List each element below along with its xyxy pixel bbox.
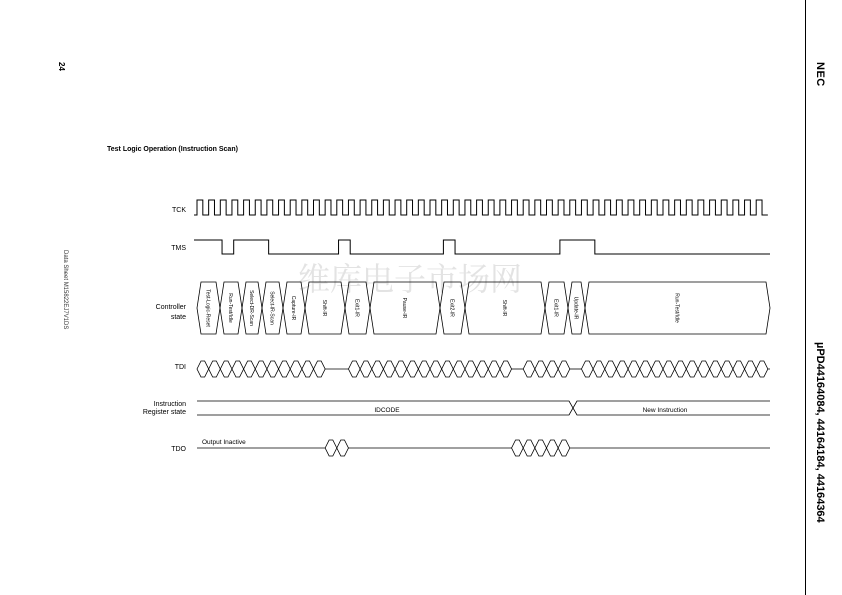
tck-waveform [194, 200, 768, 215]
brand-logo: NEC [814, 62, 826, 87]
bus-cell [512, 440, 524, 456]
bus-cell [535, 440, 547, 456]
bus-cell [651, 361, 663, 377]
bus-cell [616, 361, 628, 377]
bus-cell [558, 440, 570, 456]
bus-cell [663, 361, 675, 377]
bus-cell [244, 361, 256, 377]
tdi-label: TDI [174, 364, 186, 371]
bus-cell [500, 361, 512, 377]
figure-title: Test Logic Operation (Instruction Scan) [107, 146, 238, 153]
state-label: Update-IR [572, 296, 579, 320]
bus-cell [488, 361, 500, 377]
bus-cell [547, 440, 559, 456]
state-label: Run-Test/Idle [673, 293, 680, 323]
tdo-bus [197, 440, 770, 456]
bus-cell [209, 361, 221, 377]
bus-cell [593, 361, 605, 377]
bus-cell [465, 361, 477, 377]
ir-label-line2: Register state [142, 409, 186, 416]
bus-cell [337, 440, 349, 456]
bus-cell [675, 361, 687, 377]
bus-cell [267, 361, 279, 377]
state-label: Pause-IR [401, 297, 407, 319]
bus-cell [255, 361, 267, 377]
tms-label: TMS [171, 245, 186, 252]
bus-cell [430, 361, 442, 377]
bus-cell [628, 361, 640, 377]
watermark: 维库电子市场网 [297, 261, 523, 297]
bus-cell [535, 361, 547, 377]
state-label: Exit1-IR [353, 299, 360, 317]
bus-cell [721, 361, 733, 377]
bus-cell [372, 361, 384, 377]
bus-cell [325, 440, 337, 456]
bus-cell [418, 361, 430, 377]
document-reference: Data Sheet M15822EJ7V1DS [62, 250, 68, 330]
bus-cell [348, 361, 360, 377]
bus-cell [302, 361, 314, 377]
state-label: Select-IR-Scan [268, 291, 275, 325]
state-label: Select-DR-Scan [248, 290, 254, 326]
bus-cell [745, 361, 757, 377]
bus-cell [523, 440, 535, 456]
bus-cell [383, 361, 395, 377]
ir-label-line1: Instruction [153, 401, 186, 408]
state-label-line1: Controller [155, 304, 186, 311]
bus-cell [698, 361, 710, 377]
bus-cell [558, 361, 570, 377]
bus-cell [197, 361, 209, 377]
bus-cell [710, 361, 722, 377]
bus-cell [756, 361, 768, 377]
bus-cell [279, 361, 291, 377]
product-title: µPD44164084, 44164184, 44164364 [814, 342, 826, 523]
state-label-line2: state [170, 314, 186, 321]
bus-cell [477, 361, 489, 377]
tck-label: TCK [172, 207, 186, 214]
tdo-label: TDO [171, 446, 186, 453]
state-label: Exit2-IR [448, 299, 455, 317]
bus-cell [581, 361, 593, 377]
bus-cell [314, 361, 326, 377]
tdi-bus [197, 361, 770, 377]
ir-value-new-instruction: New Instruction [642, 407, 688, 414]
bus-cell [640, 361, 652, 377]
tms-waveform [194, 240, 770, 254]
state-label: Run-Test/Idle [227, 293, 233, 323]
bus-cell [442, 361, 454, 377]
bus-cell [453, 361, 465, 377]
bus-cell [220, 361, 232, 377]
bus-cell [686, 361, 698, 377]
tdo-output-inactive: Output Inactive [202, 439, 246, 446]
state-label: Shift-IR [321, 299, 327, 317]
page-number: 24 [57, 62, 66, 71]
state-label: Shift-IR [501, 299, 507, 317]
bus-cell [605, 361, 617, 377]
bus-cell [547, 361, 559, 377]
ir-value-idcode: IDCODE [374, 407, 400, 414]
bus-cell [395, 361, 407, 377]
bus-cell [360, 361, 372, 377]
state-label: Capture-IR [290, 295, 296, 321]
bus-cell [733, 361, 745, 377]
bus-cell [232, 361, 244, 377]
state-label: Test-Logic-Reset [204, 289, 211, 327]
state-label: Exit1-IR [552, 299, 559, 317]
bus-cell [290, 361, 302, 377]
bus-cell [407, 361, 419, 377]
bus-cell [523, 361, 535, 377]
